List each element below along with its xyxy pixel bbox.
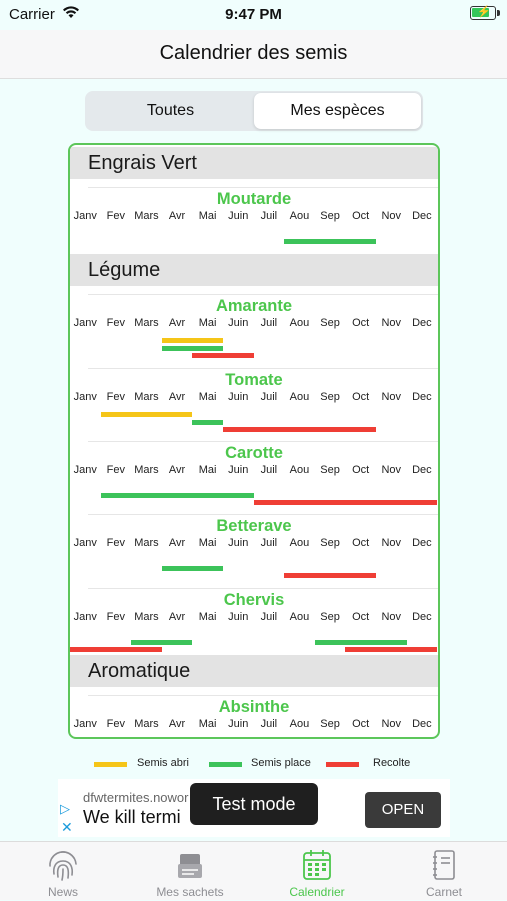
month-label: Oct <box>352 463 370 476</box>
month-label: Mai <box>198 537 217 550</box>
section-header: Légume <box>70 254 438 286</box>
row-divider <box>88 441 438 442</box>
month-label: Juin <box>228 210 249 222</box>
month-label: Aou <box>289 537 310 550</box>
period-bar-semis-abri <box>162 338 223 343</box>
month-label: Nov <box>381 610 402 623</box>
month-label: Juil <box>260 390 278 403</box>
period-bar-semis-place <box>101 493 254 498</box>
row-divider <box>88 695 438 696</box>
month-labels <box>70 537 438 551</box>
period-bar-semis-place <box>315 640 407 645</box>
month-label: Sep <box>320 717 340 730</box>
period-bar-semis-abri <box>101 412 193 417</box>
month-label: Nov <box>381 317 402 330</box>
month-label: Mars <box>134 390 159 403</box>
species-name: Chervis <box>223 590 285 609</box>
month-label: Janv <box>73 463 97 476</box>
month-labels <box>70 611 438 625</box>
month-label: Avr <box>168 610 186 623</box>
month-labels <box>70 391 438 405</box>
month-label: Dec <box>412 390 432 403</box>
month-label: Oct <box>352 210 370 222</box>
month-label: Aou <box>289 317 310 330</box>
tab-mes-sachets-label: Mes sachets <box>156 885 224 899</box>
legend-swatch <box>326 762 359 767</box>
month-label: Sep <box>320 610 340 623</box>
tab-carnet[interactable] <box>381 842 507 901</box>
month-label: Nov <box>381 210 402 222</box>
legend-swatch <box>94 762 127 767</box>
row-divider <box>88 588 438 589</box>
month-label: Fev <box>106 317 126 330</box>
month-label: Fev <box>106 610 126 623</box>
month-label: Mars <box>134 317 159 330</box>
month-label: Aou <box>289 610 310 623</box>
species-row[interactable] <box>70 187 438 260</box>
navigation-bar <box>0 30 507 79</box>
row-divider <box>88 187 438 188</box>
period-bar-recolte <box>345 647 437 652</box>
species-row[interactable] <box>70 514 438 587</box>
month-label: Dec <box>412 717 432 730</box>
month-label: Aou <box>289 210 310 222</box>
legend-swatch <box>209 762 242 767</box>
species-name: Carotte <box>225 443 283 462</box>
month-label: Oct <box>352 537 370 550</box>
month-label: Juil <box>260 210 278 222</box>
month-label: Fev <box>106 463 126 476</box>
tab-bar <box>0 841 507 900</box>
sowing-calendar[interactable] <box>68 143 440 739</box>
species-row[interactable] <box>70 695 438 739</box>
legend <box>68 754 440 774</box>
month-label: Mai <box>198 717 217 730</box>
tab-calendrier-label: Calendrier <box>289 885 345 899</box>
page-title: Calendrier des semis <box>159 42 348 64</box>
species-name: Amarante <box>215 297 293 316</box>
row-divider <box>88 368 438 369</box>
month-label: Dec <box>412 317 432 330</box>
month-label: Mars <box>134 717 159 730</box>
month-label: Oct <box>352 610 370 623</box>
month-label: Mars <box>134 610 159 623</box>
ad-open-button[interactable]: OPEN <box>365 792 441 828</box>
species-row[interactable] <box>70 368 438 441</box>
row-divider <box>88 514 438 515</box>
species-name: Absinthe <box>218 697 290 716</box>
month-label: Juil <box>260 463 278 476</box>
month-label: Juil <box>260 610 278 623</box>
species-row[interactable] <box>70 588 438 661</box>
month-label: Aou <box>289 717 310 730</box>
ad-url: dfwtermites.nowor <box>83 790 189 805</box>
species-name: Moutarde <box>216 190 292 208</box>
period-bar-recolte <box>254 500 438 505</box>
calendar-icon <box>301 848 333 882</box>
month-label: Dec <box>412 210 432 222</box>
month-label: Sep <box>320 317 340 330</box>
month-label: Mai <box>198 210 217 222</box>
clock: 9:47 PM <box>225 6 282 23</box>
section-header: Aromatique <box>70 655 438 687</box>
month-label: Nov <box>381 463 402 476</box>
month-label: Janv <box>73 390 97 403</box>
period-bar-semis-place <box>192 420 223 425</box>
month-label: Janv <box>73 717 97 730</box>
species-row[interactable] <box>70 441 438 514</box>
month-label: Juin <box>228 317 249 330</box>
month-label: Avr <box>168 317 186 330</box>
month-label: Janv <box>73 610 97 623</box>
month-label: Avr <box>168 210 186 222</box>
tab-news[interactable] <box>0 842 126 901</box>
species-row[interactable] <box>70 294 438 367</box>
month-label: Sep <box>320 390 340 403</box>
filter-segmented-control <box>85 91 423 131</box>
period-bar-semis-place <box>162 566 223 571</box>
month-labels <box>70 464 438 478</box>
month-label: Fev <box>106 537 126 550</box>
row-divider <box>88 294 438 295</box>
close-ad-icon[interactable]: ✕ <box>61 819 73 835</box>
period-bar-recolte <box>223 427 376 432</box>
tab-mes-sachets[interactable] <box>127 842 253 901</box>
month-label: Oct <box>352 390 370 403</box>
period-bar-semis-place <box>162 346 223 351</box>
period-bar-recolte <box>70 647 162 652</box>
month-label: Fev <box>106 390 126 403</box>
section-header: Engrais Vert <box>70 147 438 179</box>
month-label: Fev <box>106 210 126 222</box>
segment-mes-especes[interactable]: Mes espèces <box>254 93 421 129</box>
legend-label: Semis place <box>251 757 311 769</box>
month-label: Dec <box>412 537 432 550</box>
month-label: Avr <box>168 390 186 403</box>
month-labels <box>70 210 438 224</box>
notebook-icon <box>428 848 460 882</box>
month-label: Mai <box>198 317 217 330</box>
status-bar <box>0 0 507 30</box>
legend-label: Recolte <box>373 757 411 769</box>
segment-toutes[interactable]: Toutes <box>146 102 195 119</box>
month-label: Juil <box>260 317 278 330</box>
tab-calendrier[interactable] <box>254 842 380 901</box>
month-label: Janv <box>73 317 97 330</box>
month-labels <box>70 317 438 331</box>
tab-news-label: News <box>47 885 78 899</box>
month-label: Nov <box>381 537 402 550</box>
ad-headline: We kill termi <box>83 807 181 827</box>
test-mode-toast: Test mode <box>190 783 318 825</box>
month-label: Fev <box>106 717 126 730</box>
month-label: Avr <box>168 537 186 550</box>
period-bar-recolte <box>192 353 253 358</box>
period-bar-semis-place <box>131 640 192 645</box>
month-label: Juin <box>228 610 249 623</box>
month-label: Nov <box>381 390 402 403</box>
tab-carnet-label: Carnet <box>425 885 463 899</box>
month-label: Juil <box>260 537 278 550</box>
month-label: Mars <box>134 210 159 222</box>
species-name: Betterave <box>216 517 292 536</box>
month-label: Janv <box>73 537 97 550</box>
month-label: Avr <box>168 463 186 476</box>
month-label: Dec <box>412 463 432 476</box>
legend-label: Semis abri <box>137 757 189 769</box>
month-label: Oct <box>352 717 370 730</box>
month-label: Aou <box>289 390 310 403</box>
month-label: Aou <box>289 463 310 476</box>
month-label: Janv <box>73 210 97 222</box>
month-label: Sep <box>320 537 340 550</box>
fingerprint-icon <box>47 848 79 882</box>
seed-packet-icon <box>174 848 206 882</box>
month-label: Sep <box>320 210 340 222</box>
month-label: Juin <box>228 717 249 730</box>
month-label: Juin <box>228 463 249 476</box>
month-label: Avr <box>168 717 186 730</box>
ad-choices-icon[interactable]: ▷ <box>60 801 70 816</box>
carrier-label: Carrier <box>9 6 55 23</box>
species-name: Tomate <box>225 370 283 389</box>
month-label: Juil <box>260 717 278 730</box>
month-label: Oct <box>352 317 370 330</box>
month-label: Mai <box>198 463 217 476</box>
month-labels <box>70 718 438 732</box>
month-label: Mai <box>198 610 217 623</box>
month-label: Sep <box>320 463 340 476</box>
month-label: Mars <box>134 537 159 550</box>
month-label: Mai <box>198 390 217 403</box>
month-label: Juin <box>228 537 249 550</box>
period-bar-recolte <box>284 573 376 578</box>
month-label: Juin <box>228 390 249 403</box>
month-label: Mars <box>134 463 159 476</box>
month-label: Nov <box>381 717 402 730</box>
period-bar-semis-place <box>284 239 376 244</box>
battery-icon: ⚡ <box>470 6 496 20</box>
month-label: Dec <box>412 610 432 623</box>
